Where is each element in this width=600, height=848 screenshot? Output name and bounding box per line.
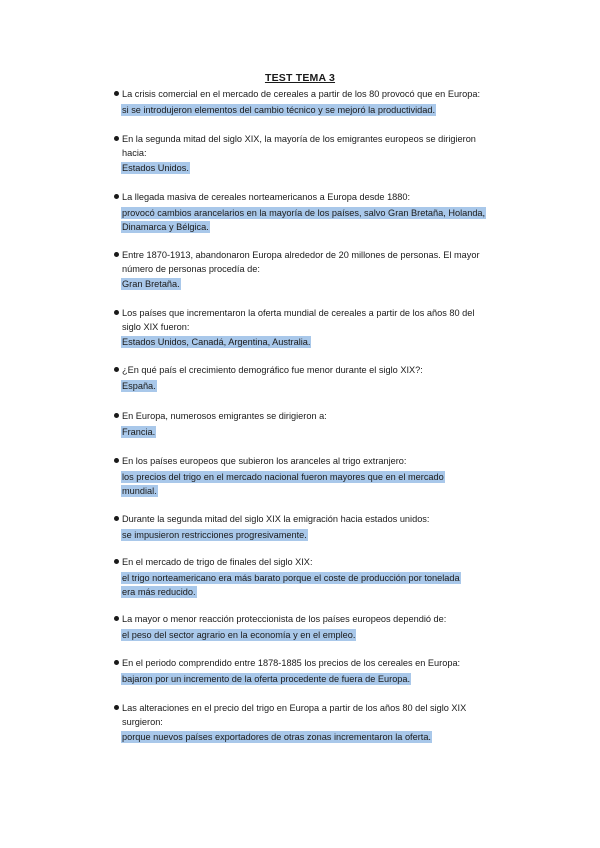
answer-text	[121, 103, 521, 117]
answer-highlight: Dinamarca y Bélgica.	[122, 221, 209, 232]
bullet-icon	[114, 136, 119, 141]
answer-highlight: Gran Bretaña.	[122, 279, 180, 289]
answer-text	[121, 425, 521, 439]
answer-text	[121, 470, 521, 498]
answer-highlight: Estados Unidos.	[122, 163, 189, 173]
page-title: TEST TEMA 3	[264, 72, 336, 84]
question-text: Durante la segunda mitad del siglo XIX la emigración hacia estados unidos:	[122, 514, 430, 524]
bullet-icon	[114, 413, 119, 418]
bullet-icon	[114, 310, 119, 315]
answer-text	[121, 528, 521, 542]
answer-highlight: Estados Unidos, Canadá, Argentina, Australia.	[122, 337, 311, 347]
answer-highlight: se impusieron restricciones progresivamente.	[122, 529, 307, 540]
answer-text	[121, 277, 521, 291]
bullet-icon	[114, 91, 119, 96]
answer-text	[121, 379, 521, 393]
bullet-icon	[114, 516, 119, 521]
bullet-icon	[114, 194, 119, 199]
bullet-icon	[114, 367, 119, 372]
answer-highlight: si se introdujeron elementos del cambio técnico y se mejoró la productividad.	[122, 104, 436, 115]
answer-text	[121, 571, 521, 599]
answer-highlight: Francia.	[122, 426, 156, 437]
answer-text	[121, 730, 521, 744]
bullet-icon	[114, 660, 119, 665]
answer-highlight: mundial.	[122, 485, 157, 496]
bullet-icon	[114, 559, 119, 564]
answer-highlight: los precios del trigo en el mercado nacional fueron mayores que en el mercado	[122, 471, 444, 482]
answer-highlight: bajaron por un incremento de la oferta procedente de fuera de Europa.	[122, 673, 411, 684]
bullet-icon	[114, 705, 119, 710]
answer-highlight: el peso del sector agrario en la economía y en el empleo.	[122, 629, 356, 640]
question-text: La llegada masiva de cereales norteamericanos a Europa desde 1880:	[122, 192, 411, 202]
question-text: La crisis comercial en el mercado de cereales a partir de los 80 provocó que en Europa:	[122, 89, 480, 99]
answer-highlight: España.	[122, 380, 156, 391]
bullet-icon	[114, 458, 119, 463]
answer-highlight: provocó cambios arancelarios en la mayoría de los países, salvo Gran Bretaña, Holanda,	[122, 207, 486, 218]
question-text: La mayor o menor reacción proteccionista de los países europeos dependió de:	[122, 614, 447, 624]
question-text: ¿En qué país el crecimiento demográfico fue menor durante el siglo XIX?:	[122, 365, 423, 375]
question-text: En el mercado de trigo de finales del siglo XIX:	[122, 557, 313, 567]
question-text: En el periodo comprendido entre 1878-1885 los precios de los cereales en Europa:	[122, 658, 461, 668]
answer-highlight: porque nuevos países exportadores de otras zonas incrementaron la oferta.	[122, 732, 431, 742]
answer-text	[121, 206, 521, 234]
question-text: En la segunda mitad del siglo XIX, la mayoría de los emigrantes europeos se dirigieron hacia:	[122, 134, 476, 158]
question-text: En Europa, numerosos emigrantes se dirigieron a:	[122, 411, 327, 421]
question-text: Entre 1870-1913, abandonaron Europa alrededor de 20 millones de personas. El mayor número de personas procedía de:	[122, 250, 480, 274]
question-text: En los países europeos que subieron los aranceles al trigo extranjero:	[122, 456, 407, 466]
question-text: Las alteraciones en el precio del trigo en Europa a partir de los años 80 del siglo XIX surgieron:	[122, 703, 467, 727]
bullet-icon	[114, 616, 119, 621]
answer-text	[121, 161, 521, 175]
answer-text	[121, 628, 521, 642]
answer-text	[121, 335, 521, 349]
answer-highlight: el trigo norteamericano era más barato porque el coste de producción por tonelada	[122, 572, 460, 583]
question-text: Los países que incrementaron la oferta mundial de cereales a partir de los años 80 del siglo XIX fueron:	[122, 308, 475, 332]
bullet-icon	[114, 252, 119, 257]
answer-highlight: era más reducido.	[122, 586, 196, 597]
answer-text	[121, 672, 521, 686]
